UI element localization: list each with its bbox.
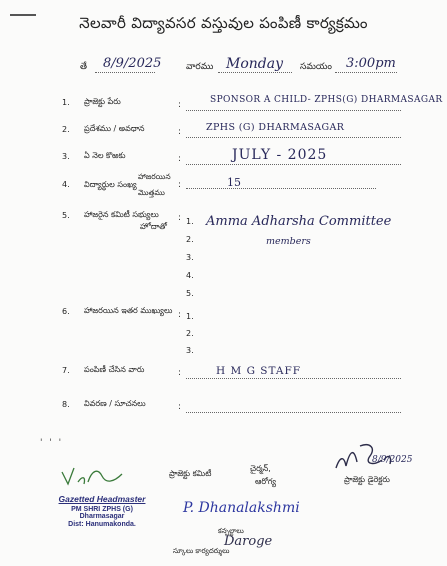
row-label: హాజరైన కమిటీ సభ్యులు [84,210,159,219]
time-label: సమయం [300,62,332,72]
row-colon: : [178,368,182,378]
director-date: 8/9/2025 [372,455,413,465]
row-number: 5. [62,211,70,220]
row-label: ప్రాజెక్టు పేరు [84,97,121,106]
row-line [186,110,401,111]
sub-number: 1. [186,312,194,321]
day-value: Monday [226,56,283,72]
time-value: 3:00pm [346,56,396,71]
committee-value: Amma Adharsha Committee [206,214,392,229]
row-number: 7. [62,366,70,375]
row-colon: : [178,100,182,110]
sub-number: 2. [186,329,194,338]
total-label: మొత్తము [138,188,165,197]
row-sublabel: హోదాతో [140,222,167,231]
project-name-value: SPONSOR A CHILD- ZPHS(G) DHARMASAGAR [210,95,443,105]
row-line [186,412,401,413]
headmaster-initials-icon [58,462,136,492]
sub-number: 3. [186,253,194,262]
document-title: నెలవారీ విద్యావసర వస్తువుల పంపిణీ కార్యక్రమం [79,14,368,32]
chairman-label: చైర్మన్, [250,464,271,473]
stamp-title: Gazetted Headmaster [58,494,146,504]
chairman-sub-label: ఆరోగ్య [255,477,277,486]
sub-number: 2. [186,235,194,244]
row-number: 4. [62,180,70,189]
row-colon: : [178,213,182,223]
row-label: ఏ నెల కొఱకు [84,151,126,160]
hm-signature: P. Dhanalakshmi [183,500,300,516]
row-label: విద్యార్థుల సంఖ్య [84,180,137,189]
stamp-school: PM SHRI ZPHS (G) Dharmasagar [71,506,133,520]
day-line [218,72,292,73]
row-label: ప్రదేశము / అవధాన [84,124,145,133]
stamp-district: Dist: Hanumakonda. [68,521,136,528]
row-colon: : [178,127,182,137]
committee-label: ప్రాజెక్టు కమిటీ [169,469,212,478]
witness-label: స్కూలు కార్యదర్శులు [173,547,230,555]
row-line [186,164,401,165]
distributed-by-value: H M G STAFF [216,365,302,377]
tick-marks: ' ' ' [40,438,64,448]
row-number: 1. [62,98,70,107]
row-colon: : [178,310,182,320]
row-colon: : [178,180,182,190]
second-signature: Daroge [224,534,273,549]
date-value: 8/9/2025 [103,56,162,71]
time-line [335,72,397,73]
row-line [186,188,376,189]
month-value: JULY - 2025 [232,147,328,163]
row-line [186,137,401,138]
headmaster-stamp [52,494,152,528]
date-line [95,72,155,73]
sub-number: 3. [186,346,194,355]
sub-number: 4. [186,271,194,280]
place-value: ZPHS (G) DHARMASAGAR [206,122,345,133]
committee-value-2: members [266,236,311,247]
row-colon: : [178,154,182,164]
date-label: తే [80,62,88,72]
row-label: పంపిణీ చేసిన వారు [84,365,145,374]
present-label: హాజరయిన [138,172,171,181]
row-line [186,378,401,379]
row-label: హాజరయిన ఇతర ముఖ్యులు [84,306,173,315]
sub-number: 1. [186,217,194,226]
row-number: 2. [62,125,70,134]
row-colon: : [178,402,182,412]
row-number: 3. [62,152,70,161]
director-label: ప్రాజెక్టు డైరెక్టరు [344,475,390,484]
witness-top-label: కన్సల్టాలు [218,527,244,535]
day-label: వారము [186,62,214,72]
sub-number: 5. [186,289,194,298]
row-number: 8. [62,400,70,409]
count-value: 15 [227,176,241,189]
row-label: వివరణ / సూచనలు [84,399,146,408]
row-number: 6. [62,307,70,316]
